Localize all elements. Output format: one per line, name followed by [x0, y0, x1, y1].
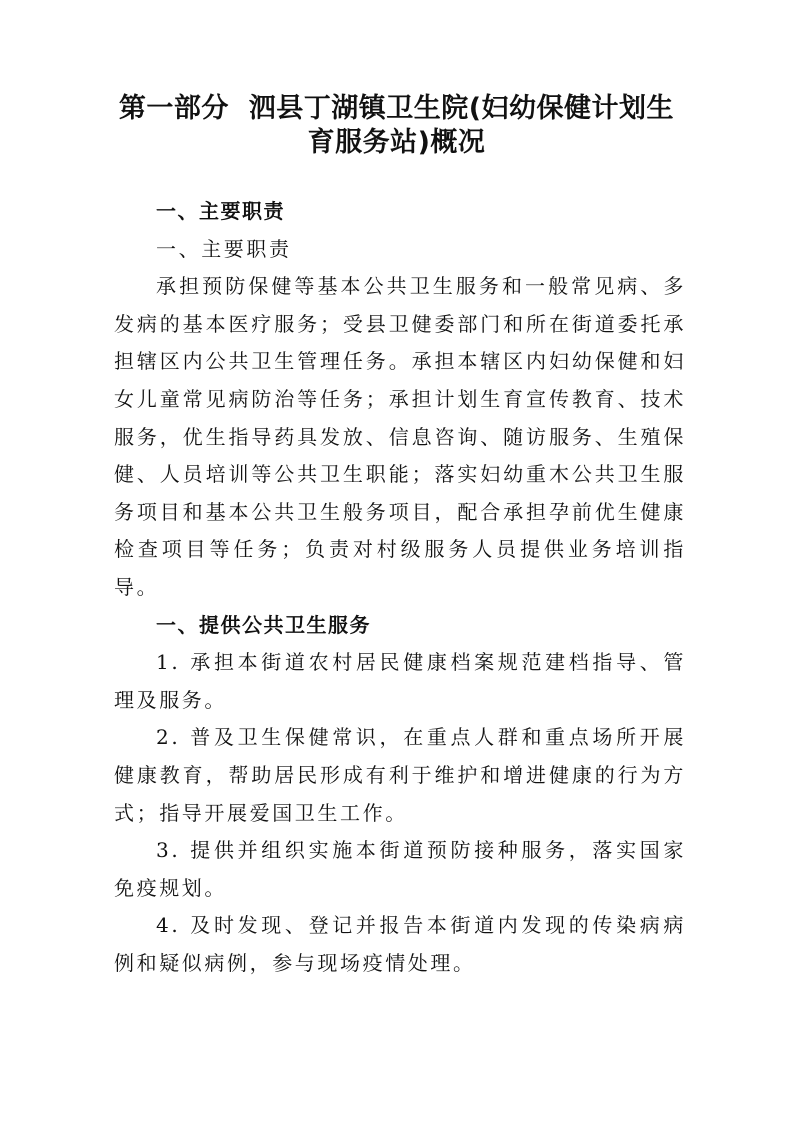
- document-body: [114, 193, 686, 982]
- paragraph-item-3: 3. 提供并组织实施本街道预防接种服务，落实国家免疫规划。: [114, 838, 686, 900]
- paragraph-duties-description: 承担预防保健等基本公共卫生服务和一般常见病、多发病的基本医疗服务；受县卫健委部门和所在街道委托承担辖区内公共卫生管理任务。承担本辖区内妇幼保健和妇女儿童常见病防治等任务；承担计划生育宣传教育、技术服务，优生指导药具发放、信息咨询、随访服务、生殖保健、人员培训等公共卫生职能；落实妇幼重木公共卫生服务项目和基本公共卫生般务项目，配合承担孕前优生健康检查项目等任务；负责对村级服务人员提供业务培训指导。: [114, 274, 686, 599]
- paragraph-item-4: 4. 及时发现、登记并报告本街道内发现的传染病病例和疑似病例，参与现场疫情处理。: [114, 913, 686, 975]
- section-heading-main-duties: 一、主要职责: [156, 199, 285, 223]
- paragraph-item-2: 2. 普及卫生保健常识，在重点人群和重点场所开展健康教育，帮助居民形成有利于维护和增进健康的行为方式；指导开展爱国卫生工作。: [114, 725, 686, 825]
- section-subheading-main-duties: 一、主要职责: [156, 236, 292, 261]
- section-heading-public-health-services: 一、提供公共卫生服务: [156, 612, 371, 637]
- paragraph-item-1: 1. 承担本街道农村居民健康档案规范建档指导、管理及服务。: [114, 650, 686, 712]
- title-line-1: 第一部分 泗县丁湖镇卫生院(妇幼保健计划生: [118, 93, 675, 124]
- title-line-2: 育服务站)概况: [307, 127, 486, 158]
- document-title: [100, 92, 693, 160]
